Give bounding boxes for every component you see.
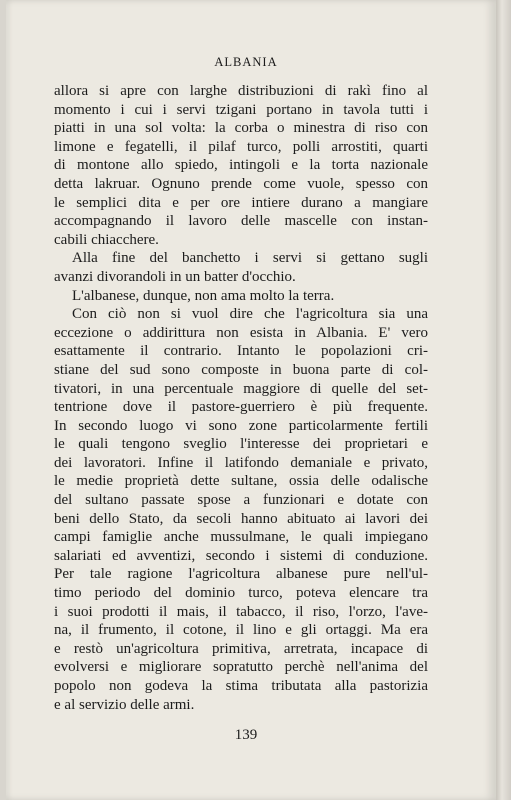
text-line: beni dello Stato, da secoli hanno abituato ai lavori dei bbox=[54, 510, 428, 527]
text-line: eccezione o addirittura non esista in Albania. E' vero bbox=[54, 324, 428, 341]
text-line: di montone allo spiedo, intingoli e la torta nazionale bbox=[54, 157, 428, 174]
text-line: allora si apre con larghe distribuzioni di rakì fino al bbox=[54, 83, 428, 99]
text-line: tentrione dove il pastore-guerriero è più frequente. bbox=[54, 399, 428, 416]
text-line: i suoi prodotti il mais, il tabacco, il riso, l'orzo, l'ave- bbox=[54, 603, 428, 620]
text-line: e al servizio delle armi. bbox=[54, 696, 195, 713]
text-line: dei lavoratori. Infine il latifondo demaniale e privato, bbox=[54, 454, 428, 471]
text-line: le medie proprietà dette sultane, ossia delle odalische bbox=[54, 473, 428, 490]
text-line: le quali tengono sveglio l'interesse dei proprietari e bbox=[54, 436, 428, 453]
paragraph-agriculture bbox=[54, 305, 428, 714]
text-line: campi famiglie anche mussulmane, le quali impiegano bbox=[54, 529, 428, 546]
text-line: piatti in una sol volta: la corba o minestra di riso con bbox=[54, 120, 428, 137]
text-line: tivatori, in una percentuale maggiore di quelle del set- bbox=[54, 380, 428, 397]
text-line: Con ciò non si vuol dire che l'agricoltura sia una bbox=[72, 306, 428, 323]
text-line: popolo non godeva la stima tributata alla pastorizia bbox=[54, 678, 428, 694]
text-line: accompagnando il lavoro delle mascelle con instan- bbox=[54, 213, 428, 230]
text-line: na, il frumento, il cotone, il lino e gli ortaggi. Ma era bbox=[54, 622, 428, 639]
body-text bbox=[54, 82, 428, 714]
text-line: stiane del sud sono composte in buona parte di col- bbox=[54, 361, 428, 378]
text-line: In secondo luogo vi sono zone particolarmente fertili bbox=[54, 417, 428, 434]
page-number: 139 bbox=[234, 727, 258, 743]
running-head: ALBANIA bbox=[214, 55, 278, 69]
paragraph-land bbox=[54, 287, 428, 306]
text-line: del sultano passate spose a funzionari e dotate con bbox=[54, 492, 428, 509]
text-line: detta lakruar. Ognuno prende come vuole, spesso con bbox=[54, 175, 428, 192]
text-line: momento i cui i servi tzigani portano in tavola tutti i bbox=[54, 101, 428, 118]
text-line: timo periodo del dominio turco, poteva elencare tra bbox=[54, 585, 428, 602]
text-line: salariati ed avventizi, secondo i sistemi di conduzione. bbox=[54, 547, 428, 564]
text-line: le semplici dita e per ore intiere durano a mangiare bbox=[54, 194, 428, 211]
text-line: L'albanese, dunque, non ama molto la terra. bbox=[72, 287, 335, 304]
text-line: evolversi e migliorare sopratutto perchè nell'anima del bbox=[54, 659, 428, 676]
book-page bbox=[6, 0, 496, 800]
text-line: Per tale ragione l'agricoltura albanese pure nell'ul- bbox=[54, 566, 428, 583]
paragraph-end-of-banquet bbox=[54, 249, 428, 286]
text-line: cabili chiacchere. bbox=[54, 231, 159, 248]
text-line: esattamente il contrario. Intanto le popolazioni cri- bbox=[54, 343, 428, 360]
paragraph-banquet bbox=[54, 82, 428, 249]
text-line: avanzi divorandoli in un batter d'occhio. bbox=[54, 268, 296, 285]
text-line: Alla fine del banchetto i servi si gettano sugli bbox=[72, 250, 428, 267]
page-edge-shadow bbox=[496, 0, 511, 800]
text-line: limone e fegatelli, il pilaf turco, polli arrostiti, quarti bbox=[54, 138, 428, 155]
text-line: e restò un'agricoltura primitiva, arretrata, incapace di bbox=[54, 640, 428, 657]
